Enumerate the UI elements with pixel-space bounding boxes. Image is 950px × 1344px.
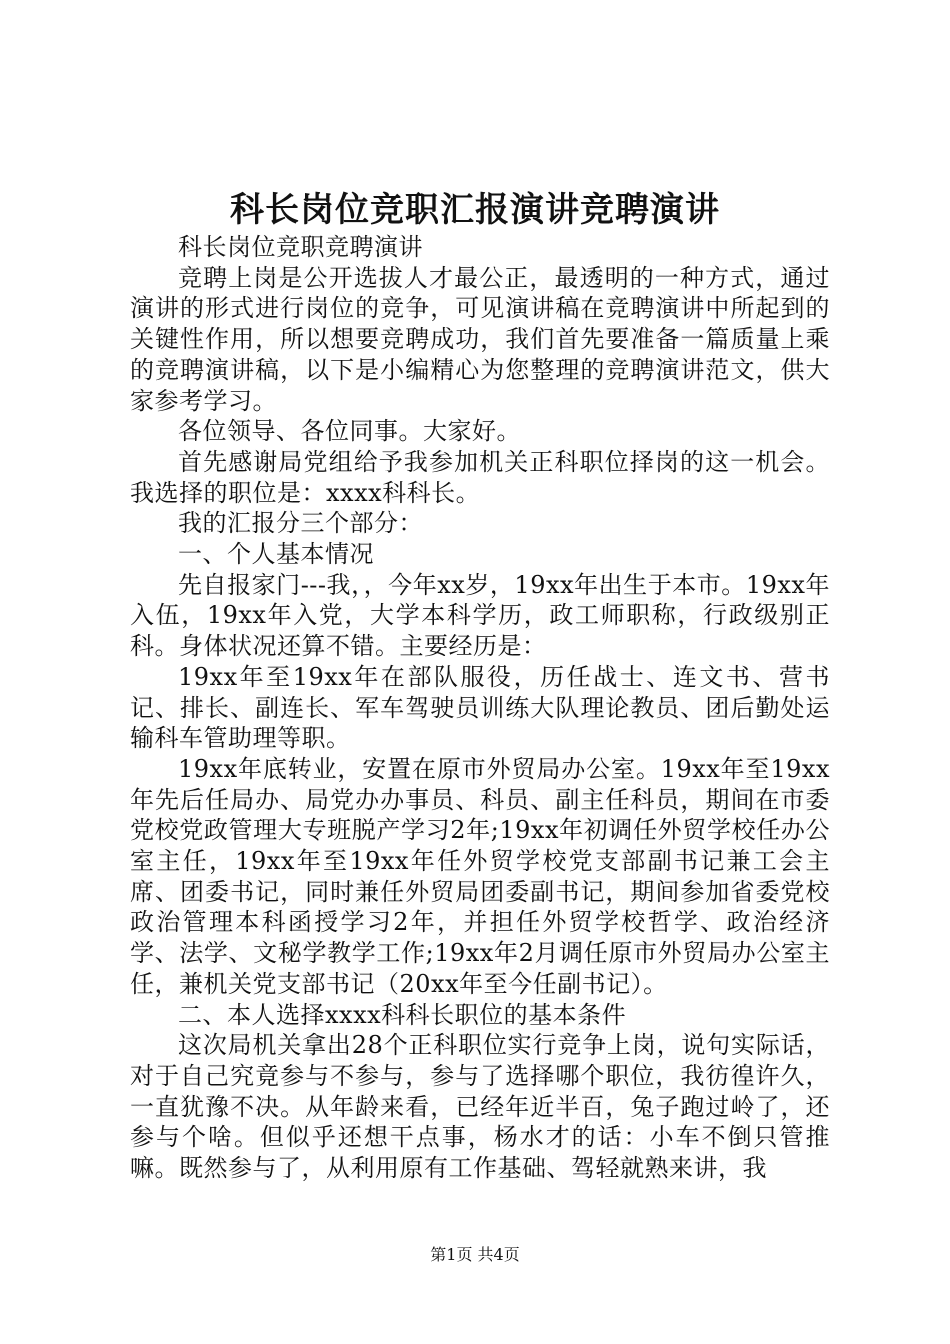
paragraph-intro: 竞聘上岗是公开选拔人才最公正，最透明的一种方式，通过演讲的形式进行岗位的竞争，可见演讲稿在竞聘演讲中所起到的关键性作用，所以想要竞聘成功，我们首先要准备一篇质量上乘的竞聘演讲稿，以下是小编精心为您整理的竞聘演讲范文，供大家参考学习。 [130, 263, 830, 415]
paragraph-thanks: 首先感谢局党组给予我参加机关正科职位择岗的这一机会。我选择的职位是：xxxx科科长。 [130, 447, 830, 507]
page-footer: 第1页 共4页 [430, 1245, 520, 1264]
paragraph-career-history: 19xx年底转业，安置在原市外贸局办公室。19xx年至19xx年先后任局办、局党办办事员、科员、副主任科员，期间在市委党校党政管理大专班脱产学习2年;19xx年初调任外贸学校任办公室主任，19xx年至19xx年任外贸学校党支部副书记兼工会主席、团委书记，同时兼任外贸局团委副书记，期间参加省委党校政治管理本科函授学习2年，并担任外贸学校哲学、政治经济学、法学、文秘学教学工作;19xx年2月调任原市外贸局办公室主任，兼机关党支部书记（20xx年至今任副书记）。 [130, 754, 830, 998]
paragraph-subtitle: 科长岗位竞职竞聘演讲 [178, 233, 423, 261]
paragraph-self-intro: 先自报家门---我，，今年xx岁，19xx年出生于本市。19xx年入伍，19xx年入党，大学本科学历，政工师职称，行政级别正科。身体状况还算不错。主要经历是： [130, 570, 830, 661]
paragraph-greeting: 各位领导、各位同事。大家好。 [178, 417, 521, 446]
paragraph-outline: 我的汇报分三个部分： [178, 509, 423, 538]
document-title: 科长岗位竞职汇报演讲竞聘演讲 [230, 190, 720, 230]
section-heading-basic-info: 一、个人基本情况 [178, 540, 374, 569]
section-heading-conditions: 二、本人选择xxxx科科长职位的基本条件 [178, 1000, 627, 1029]
document-body [130, 232, 830, 1184]
paragraph-motivation: 这次局机关拿出28个正科职位实行竞争上岗，说句实际话，对于自己究竟参与不参与，参与了选择哪个职位，我彷徨许久，一直犹豫不决。从年龄来看，已经年近半百，兔子跑过岭了，还参与个啥。但似乎还想干点事，杨水才的话：小车不倒只管推嘛。既然参与了，从利用原有工作基础、驾轻就熟来讲，我 [130, 1031, 830, 1183]
paragraph-military-service: 19xx年至19xx年在部队服役，历任战士、连文书、营书记、排长、副连长、军车驾驶员训练大队理论教员、团后勤处运输科车管助理等职。 [130, 662, 830, 753]
